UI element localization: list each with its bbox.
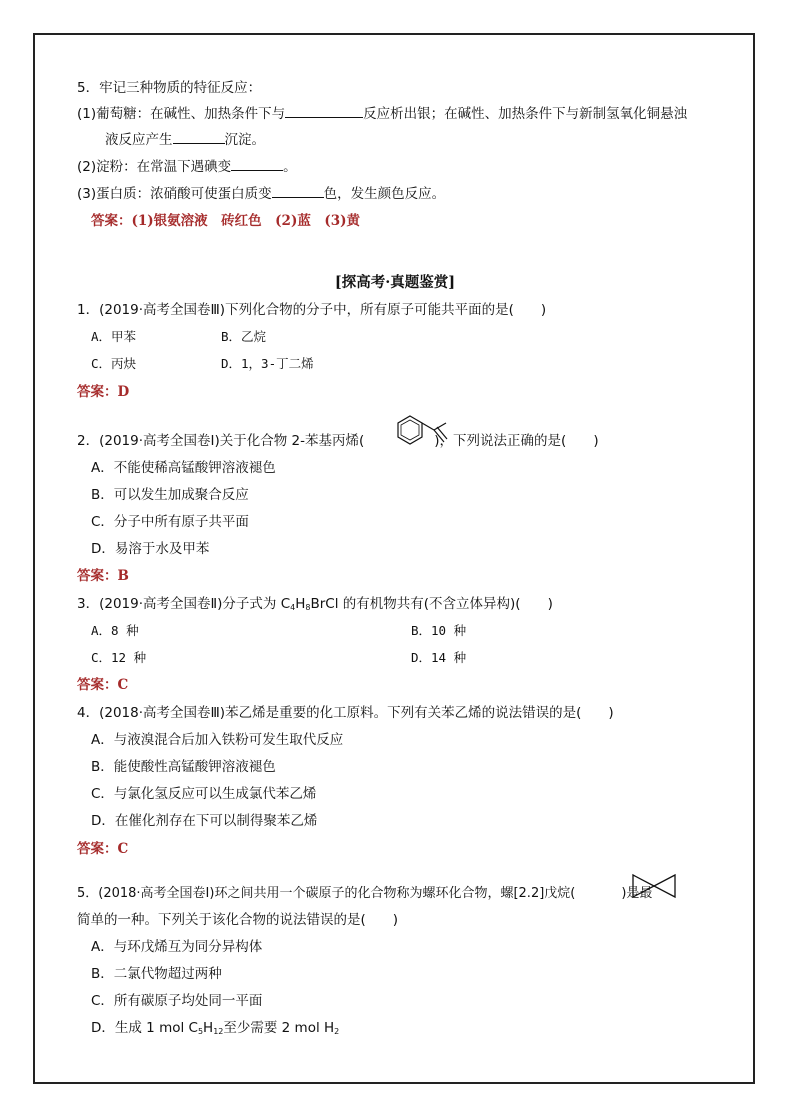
q3-option-d: D．14 种: [411, 650, 467, 665]
section-title: [探高考·真题鉴赏]: [334, 274, 456, 291]
blank-4: [272, 185, 324, 198]
2-phenylpropene-structure-icon: [388, 408, 462, 452]
q1-option-b: B．乙烷: [221, 329, 267, 344]
q2-option-b: B．可以发生加成聚合反应: [91, 487, 249, 503]
q2-answer: 答案：B: [77, 568, 129, 584]
q4-option-a: A．与液溴混合后加入铁粉可发生取代反应: [91, 732, 344, 748]
q1-answer: 答案：D: [77, 384, 130, 400]
q1-stem: 1．(2019·高考全国卷Ⅲ)下列化合物的分子中，所有原子可能共平面的是( ): [77, 302, 547, 318]
q4-option-d: D．在催化剂存在下可以制得聚苯乙烯: [91, 813, 318, 829]
q5-option-c: C．所有碳原子均处同一平面: [91, 993, 263, 1009]
part5-title: 5．牢记三种物质的特征反应：: [77, 80, 262, 96]
q3-answer: 答案：C: [77, 677, 129, 693]
q4-option-b: B．能使酸性高锰酸钾溶液褪色: [91, 759, 276, 775]
part5-line-3: (2)淀粉：在常温下遇碘变 。: [77, 159, 297, 175]
q2-option-d: D．易溶于水及甲苯: [91, 541, 210, 557]
part5-line-1: (1)葡萄糖：在碱性、加热条件下与 反应析出银；在碱性、加热条件下与新制氢氧化铜悬浊: [77, 106, 688, 122]
q3-stem: 3．(2019·高考全国卷Ⅱ)分子式为 $C_4H_8BrCl$ 的有机物共有(不含立体异构)( ): [77, 596, 553, 612]
q5-option-d: D．生成 1 mol $C_5H_{12}$至少需要 2 mol $H_2$: [91, 1020, 340, 1036]
q5-stem-line-2: 简单的一种。下列关于该化合物的说法错误的是( ): [77, 912, 399, 928]
q2-option-c: C．分子中所有原子共平面: [91, 514, 249, 530]
blank-1: [285, 105, 363, 118]
part5-line-2: 液反应产生 沉淀。: [105, 132, 265, 148]
q1-option-d: D．1，3-丁二烯: [221, 356, 314, 371]
part5-line-4: (3)蛋白质：浓硝酸可使蛋白质变 色，发生颜色反应。: [77, 186, 446, 202]
blank-3: [231, 158, 283, 171]
q5-option-b: B．二氯代物超过两种: [91, 966, 222, 982]
part5-answer: 答案：(1)银氨溶液 砖红色 (2)蓝 (3)黄: [91, 213, 361, 229]
q1-option-c: C．丙炔: [91, 356, 137, 371]
q1-option-a: A．甲苯: [91, 329, 137, 344]
blank-2: [173, 131, 225, 144]
q4-answer: 答案：C: [77, 841, 129, 857]
q2-option-a: A．不能使稀高锰酸钾溶液褪色: [91, 460, 276, 476]
q3-option-b: B．10 种: [411, 623, 467, 638]
spiropentane-structure-icon: [630, 872, 678, 900]
q3-option-c: C．12 种: [91, 650, 147, 665]
q5-option-a: A．与环戊烯互为同分异构体: [91, 939, 263, 955]
q4-option-c: C．与氯化氢反应可以生成氯代苯乙烯: [91, 786, 317, 802]
q3-option-a: A．8 种: [91, 623, 139, 638]
q5-stem-line-1: 5．(2018·高考全国卷Ⅰ)环之间共用一个碳原子的化合物称为螺环化合物，螺[2.2]戊烷( )是最: [77, 886, 653, 901]
q2-stem: 2．(2019·高考全国卷Ⅰ)关于化合物 2-苯基丙烯( )，下列说法正确的是( ): [77, 433, 599, 449]
q4-stem: 4．(2018·高考全国卷Ⅲ)苯乙烯是重要的化工原料。下列有关苯乙烯的说法错误的是( ): [77, 705, 614, 721]
